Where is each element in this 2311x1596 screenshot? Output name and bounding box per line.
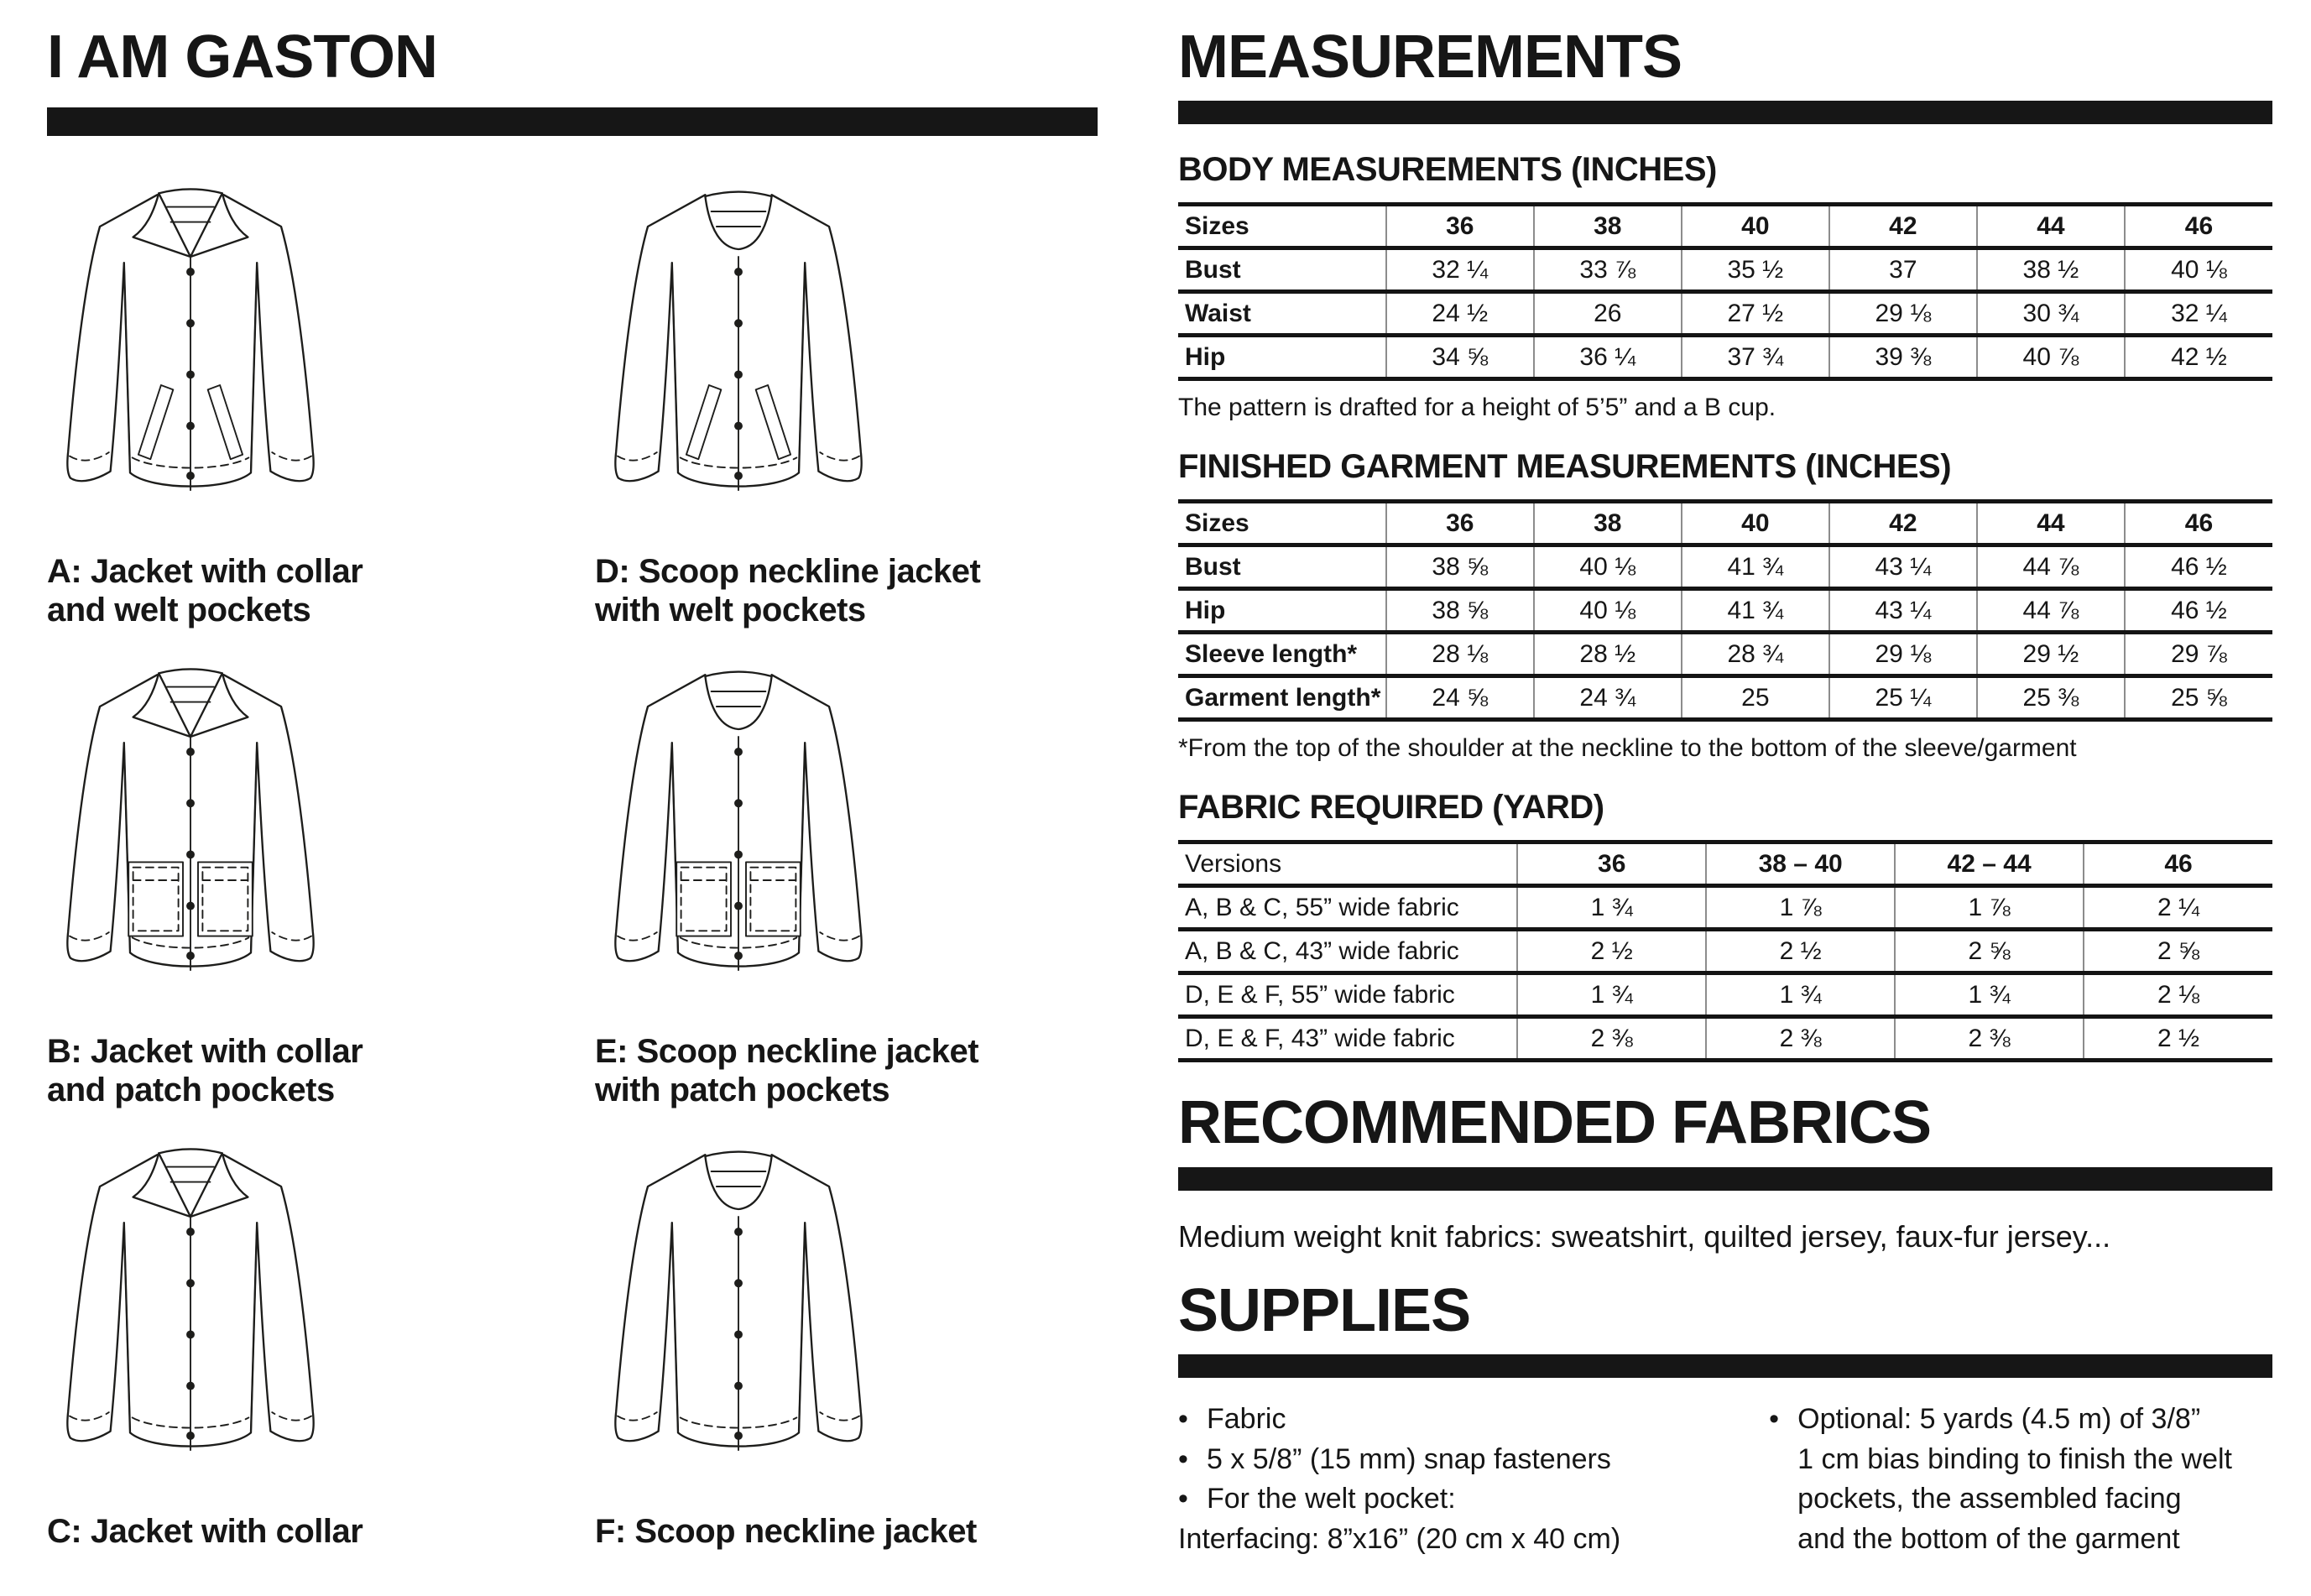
cell: 32 ¼ — [1386, 248, 1534, 292]
figure-variant-c — [47, 1126, 550, 1551]
cell: 38 ⅝ — [1386, 545, 1534, 589]
cell: 25 ⅝ — [2125, 676, 2272, 720]
cell: 1 ¾ — [1895, 973, 2084, 1017]
row-label: Hip — [1178, 336, 1386, 379]
cell: 28 ⅛ — [1386, 633, 1534, 676]
table-row — [1178, 589, 2272, 633]
size-header: 44 — [1977, 502, 2125, 545]
supplies-list — [1178, 1400, 2272, 1559]
jacket-c-illustration — [47, 1126, 334, 1504]
jacket-b-illustration — [47, 646, 334, 1024]
cell: 24 ¾ — [1534, 676, 1682, 720]
row-label: Garment length* — [1178, 676, 1386, 720]
variants-column — [47, 23, 1098, 1596]
supply-item: • Fabric — [1178, 1400, 1769, 1440]
jacket-d-illustration — [595, 166, 882, 544]
cell: 40 ⅛ — [1534, 545, 1682, 589]
title-divider-bar — [47, 107, 1098, 136]
cell: 44 ⅞ — [1977, 589, 2125, 633]
measurements-column — [1178, 23, 2272, 1596]
cell: 2 ⅜ — [1706, 1017, 1895, 1061]
row-label: Waist — [1178, 292, 1386, 336]
supply-item: • Optional: 5 yards (4.5 m) of 3/8” — [1769, 1400, 2272, 1440]
row-label: Hip — [1178, 589, 1386, 633]
cell: 33 ⅞ — [1534, 248, 1682, 292]
cell: 28 ½ — [1534, 633, 1682, 676]
cell: 2 ½ — [1517, 930, 1706, 973]
cell: 42 ½ — [2125, 336, 2272, 379]
body-measurements-table — [1178, 202, 2272, 381]
supplies-title: SUPPLIES — [1178, 1276, 1471, 1344]
fabric-required-heading: FABRIC REQUIRED (YARD) — [1178, 789, 1604, 827]
size-header: 36 — [1517, 842, 1706, 886]
supply-item-continuation: 1 cm bias binding to finish the welt — [1797, 1442, 2232, 1475]
bullet-icon: • — [1178, 1442, 1188, 1475]
jacket-e-illustration — [595, 646, 882, 1024]
jacket-f-illustration — [595, 1126, 882, 1504]
col-header: Sizes — [1178, 502, 1386, 545]
table-row — [1178, 973, 2272, 1017]
table-row — [1178, 633, 2272, 676]
cell: 40 ⅛ — [1534, 589, 1682, 633]
supply-item-continuation: pockets, the assembled facing — [1797, 1483, 2182, 1515]
cell: 38 ½ — [1977, 248, 2125, 292]
cell: 29 ⅛ — [1829, 292, 1977, 336]
size-header: 38 — [1534, 205, 1682, 248]
cell: 2 ⅜ — [1895, 1017, 2084, 1061]
variant-figures-grid — [47, 166, 1098, 1551]
table-row — [1178, 545, 2272, 589]
cell: 38 ⅝ — [1386, 589, 1534, 633]
cell: 29 ½ — [1977, 633, 2125, 676]
supplies-column-1 — [1178, 1400, 1769, 1559]
size-header: 38 – 40 — [1706, 842, 1895, 886]
size-header: 42 — [1829, 205, 1977, 248]
cell: 25 ¼ — [1829, 676, 1977, 720]
cell: 37 — [1829, 248, 1977, 292]
row-label: Bust — [1178, 248, 1386, 292]
figure-caption-f: F: Scoop neckline jacket — [595, 1513, 977, 1551]
row-label: Sleeve length* — [1178, 633, 1386, 676]
fabric-required-table — [1178, 840, 2272, 1062]
cell: 1 ¾ — [1706, 973, 1895, 1017]
cell: 25 ⅜ — [1977, 676, 2125, 720]
size-header: 40 — [1682, 205, 1829, 248]
cell: 1 ⅞ — [1706, 886, 1895, 930]
table-row — [1178, 248, 2272, 292]
cell: 43 ¼ — [1829, 545, 1977, 589]
supply-item-plain: Interfacing: 8”x16” (20 cm x 40 cm) — [1178, 1522, 1621, 1555]
cell: 29 ⅞ — [2125, 633, 2272, 676]
figure-caption-a: A: Jacket with collar and welt pockets — [47, 553, 363, 629]
cell: 2 ½ — [1706, 930, 1895, 973]
body-measurements-heading: BODY MEASUREMENTS (INCHES) — [1178, 151, 1717, 189]
cell: 28 ¾ — [1682, 633, 1829, 676]
cell: 24 ⅝ — [1386, 676, 1534, 720]
cell: 1 ¾ — [1517, 973, 1706, 1017]
figure-caption-b: B: Jacket with collar and patch pockets — [47, 1033, 363, 1109]
row-label: D, E & F, 43” wide fabric — [1178, 1017, 1517, 1061]
size-header: 36 — [1386, 205, 1534, 248]
figure-variant-d — [595, 166, 1098, 629]
cell: 2 ⅝ — [1895, 930, 2084, 973]
figure-caption-e: E: Scoop neckline jacket with patch pockets — [595, 1033, 979, 1109]
cell: 32 ¼ — [2125, 292, 2272, 336]
col-header: Versions — [1178, 842, 1517, 886]
table-header-row — [1178, 502, 2272, 545]
cell: 40 ⅛ — [2125, 248, 2272, 292]
measurements-divider-bar — [1178, 101, 2272, 124]
figure-caption-d: D: Scoop neckline jacket with welt pockets — [595, 553, 981, 629]
size-header: 46 — [2084, 842, 2272, 886]
measurements-title: MEASUREMENTS — [1178, 23, 1682, 91]
cell: 40 ⅞ — [1977, 336, 2125, 379]
size-header: 42 — [1829, 502, 1977, 545]
bullet-icon: • — [1178, 1483, 1188, 1515]
cell: 39 ⅜ — [1829, 336, 1977, 379]
size-header: 36 — [1386, 502, 1534, 545]
cell: 27 ½ — [1682, 292, 1829, 336]
cell: 30 ¾ — [1977, 292, 2125, 336]
cell: 34 ⅝ — [1386, 336, 1534, 379]
supply-item: • For the welt pocket: — [1178, 1479, 1769, 1520]
body-measurements-note: The pattern is drafted for a height of 5’5” and a B cup. — [1178, 394, 1776, 422]
table-row — [1178, 676, 2272, 720]
supplies-divider-bar — [1178, 1354, 2272, 1378]
cell: 41 ¾ — [1682, 589, 1829, 633]
figure-variant-e — [595, 646, 1098, 1109]
table-row — [1178, 930, 2272, 973]
row-label: A, B & C, 55” wide fabric — [1178, 886, 1517, 930]
table-row — [1178, 886, 2272, 930]
recommended-fabrics-title: RECOMMENDED FABRICS — [1178, 1089, 1932, 1157]
cell: 46 ½ — [2125, 545, 2272, 589]
cell: 44 ⅞ — [1977, 545, 2125, 589]
size-header: 46 — [2125, 205, 2272, 248]
recommended-fabrics-text: Medium weight knit fabrics: sweatshirt, quilted jersey, faux-fur jersey... — [1178, 1218, 2111, 1254]
supply-item: • 5 x 5/8” (15 mm) snap fasteners — [1178, 1440, 1769, 1480]
cell: 1 ⅞ — [1895, 886, 2084, 930]
size-header: 38 — [1534, 502, 1682, 545]
figure-variant-b — [47, 646, 550, 1109]
row-label: A, B & C, 43” wide fabric — [1178, 930, 1517, 973]
cell: 36 ¼ — [1534, 336, 1682, 379]
recommended-fabrics-divider-bar — [1178, 1167, 2272, 1191]
supplies-column-2 — [1769, 1400, 2272, 1559]
finished-garment-table — [1178, 499, 2272, 722]
table-row — [1178, 1017, 2272, 1061]
size-header: 44 — [1977, 205, 2125, 248]
col-header: Sizes — [1178, 205, 1386, 248]
cell: 26 — [1534, 292, 1682, 336]
finished-garment-note: *From the top of the shoulder at the neckline to the bottom of the sleeve/garment — [1178, 734, 2077, 763]
cell: 25 — [1682, 676, 1829, 720]
table-header-row — [1178, 842, 2272, 886]
cell: 2 ⅜ — [1517, 1017, 1706, 1061]
cell: 43 ¼ — [1829, 589, 1977, 633]
cell: 2 ⅛ — [2084, 973, 2272, 1017]
cell: 1 ¾ — [1517, 886, 1706, 930]
size-header: 46 — [2125, 502, 2272, 545]
cell: 41 ¾ — [1682, 545, 1829, 589]
finished-garment-heading: FINISHED GARMENT MEASUREMENTS (INCHES) — [1178, 448, 1952, 486]
table-row — [1178, 336, 2272, 379]
size-header: 42 – 44 — [1895, 842, 2084, 886]
bullet-icon: • — [1178, 1402, 1188, 1435]
size-header: 40 — [1682, 502, 1829, 545]
cell: 46 ½ — [2125, 589, 2272, 633]
figure-variant-a — [47, 166, 550, 629]
cell: 2 ¼ — [2084, 886, 2272, 930]
jacket-a-illustration — [47, 166, 334, 544]
cell: 24 ½ — [1386, 292, 1534, 336]
table-row — [1178, 292, 2272, 336]
pattern-title: I AM GASTON — [47, 23, 438, 91]
row-label: D, E & F, 55” wide fabric — [1178, 973, 1517, 1017]
cell: 37 ¾ — [1682, 336, 1829, 379]
figure-variant-f — [595, 1126, 1098, 1551]
supply-item-continuation: and the bottom of the garment — [1797, 1522, 2180, 1555]
row-label: Bust — [1178, 545, 1386, 589]
cell: 29 ⅛ — [1829, 633, 1977, 676]
figure-caption-c: C: Jacket with collar — [47, 1513, 363, 1551]
cell: 35 ½ — [1682, 248, 1829, 292]
bullet-icon: • — [1769, 1402, 1780, 1435]
cell: 2 ½ — [2084, 1017, 2272, 1061]
table-header-row — [1178, 205, 2272, 248]
cell: 2 ⅝ — [2084, 930, 2272, 973]
